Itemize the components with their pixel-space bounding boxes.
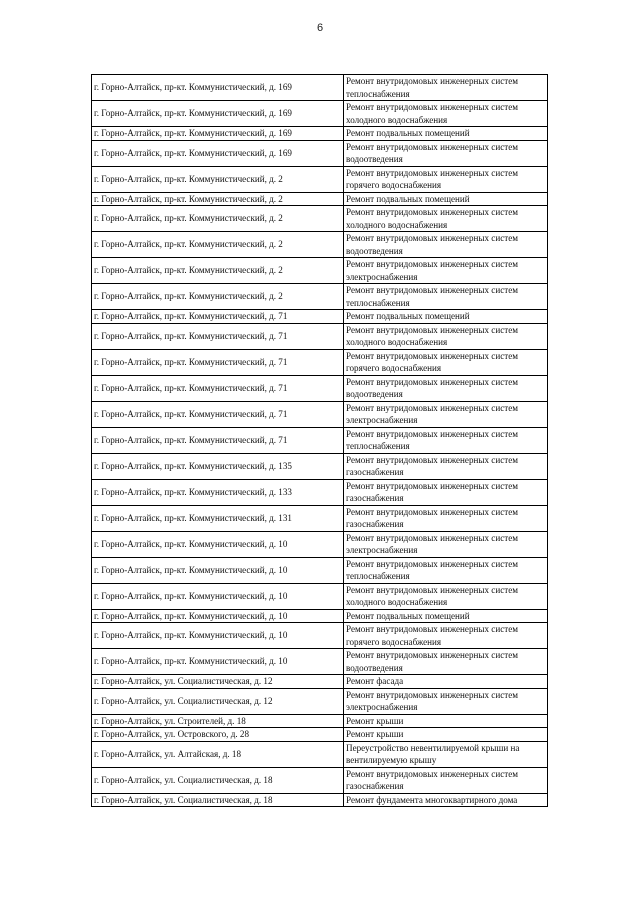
address-cell: г. Горно-Алтайск, ул. Строителей, д. 18	[92, 714, 344, 728]
address-cell: г. Горно-Алтайск, пр-кт. Коммунистический, д. 10	[92, 609, 344, 623]
work-type-cell: Ремонт подвальных помещений	[344, 310, 548, 324]
work-type-cell: Ремонт внутридомовых инженерных систем горячего водоснабжения	[344, 166, 548, 192]
work-type-cell: Ремонт подвальных помещений	[344, 127, 548, 141]
address-cell: г. Горно-Алтайск, пр-кт. Коммунистический, д. 169	[92, 127, 344, 141]
work-type-cell: Ремонт внутридомовых инженерных систем водоотведения	[344, 140, 548, 166]
address-cell: г. Горно-Алтайск, ул. Социалистическая, д. 18	[92, 767, 344, 793]
table-row	[92, 192, 548, 206]
work-type-cell: Ремонт внутридомовых инженерных систем теплоснабжения	[344, 557, 548, 583]
table-row	[92, 140, 548, 166]
address-cell: г. Горно-Алтайск, пр-кт. Коммунистический, д. 10	[92, 531, 344, 557]
table-row	[92, 583, 548, 609]
work-type-cell: Ремонт внутридомовых инженерных систем газоснабжения	[344, 479, 548, 505]
address-cell: г. Горно-Алтайск, пр-кт. Коммунистический, д. 2	[92, 166, 344, 192]
work-type-cell: Переустройство невентилируемой крыши на вентилируемую крышу	[344, 741, 548, 767]
address-cell: г. Горно-Алтайск, пр-кт. Коммунистический, д. 71	[92, 323, 344, 349]
address-cell: г. Горно-Алтайск, пр-кт. Коммунистический, д. 71	[92, 349, 344, 375]
work-type-cell: Ремонт внутридомовых инженерных систем теплоснабжения	[344, 427, 548, 453]
work-type-cell: Ремонт внутридомовых инженерных систем холодного водоснабжения	[344, 206, 548, 232]
address-cell: г. Горно-Алтайск, пр-кт. Коммунистический, д. 10	[92, 649, 344, 675]
address-cell: г. Горно-Алтайск, пр-кт. Коммунистический, д. 2	[92, 258, 344, 284]
table-row	[92, 75, 548, 101]
table-row	[92, 427, 548, 453]
work-type-cell: Ремонт внутридомовых инженерных систем холодного водоснабжения	[344, 101, 548, 127]
table-row	[92, 284, 548, 310]
address-cell: г. Горно-Алтайск, ул. Социалистическая, д. 18	[92, 793, 344, 807]
page-number: 6	[316, 22, 324, 34]
work-type-cell: Ремонт внутридомовых инженерных систем электроснабжения	[344, 531, 548, 557]
work-type-cell: Ремонт подвальных помещений	[344, 609, 548, 623]
table-row	[92, 258, 548, 284]
table-row	[92, 453, 548, 479]
table-row	[92, 323, 548, 349]
work-type-cell: Ремонт внутридомовых инженерных систем электроснабжения	[344, 258, 548, 284]
works-table	[91, 74, 548, 807]
work-type-cell: Ремонт внутридомовых инженерных систем водоотведения	[344, 232, 548, 258]
table-row	[92, 688, 548, 714]
table-row	[92, 741, 548, 767]
address-cell: г. Горно-Алтайск, пр-кт. Коммунистический, д. 10	[92, 623, 344, 649]
work-type-cell: Ремонт внутридомовых инженерных систем теплоснабжения	[344, 284, 548, 310]
table-row	[92, 793, 548, 807]
table-row	[92, 166, 548, 192]
table-row	[92, 505, 548, 531]
address-cell: г. Горно-Алтайск, пр-кт. Коммунистический, д. 2	[92, 192, 344, 206]
work-type-cell: Ремонт внутридомовых инженерных систем горячего водоснабжения	[344, 623, 548, 649]
table-row	[92, 127, 548, 141]
work-type-cell: Ремонт крыши	[344, 728, 548, 742]
table-row	[92, 401, 548, 427]
table-row	[92, 531, 548, 557]
work-type-cell: Ремонт фасада	[344, 675, 548, 689]
work-type-cell: Ремонт внутридомовых инженерных систем теплоснабжения	[344, 75, 548, 101]
work-type-cell: Ремонт подвальных помещений	[344, 192, 548, 206]
address-cell: г. Горно-Алтайск, ул. Социалистическая, д. 12	[92, 675, 344, 689]
address-cell: г. Горно-Алтайск, пр-кт. Коммунистический, д. 2	[92, 206, 344, 232]
work-type-cell: Ремонт фундамента многоквартирного дома	[344, 793, 548, 807]
work-type-cell: Ремонт внутридомовых инженерных систем газоснабжения	[344, 505, 548, 531]
table-row	[92, 623, 548, 649]
address-cell: г. Горно-Алтайск, ул. Островского, д. 28	[92, 728, 344, 742]
work-type-cell: Ремонт внутридомовых инженерных систем электроснабжения	[344, 688, 548, 714]
address-cell: г. Горно-Алтайск, пр-кт. Коммунистический, д. 71	[92, 375, 344, 401]
work-type-cell: Ремонт внутридомовых инженерных систем газоснабжения	[344, 767, 548, 793]
address-cell: г. Горно-Алтайск, пр-кт. Коммунистический, д. 169	[92, 101, 344, 127]
work-type-cell: Ремонт внутридомовых инженерных систем холодного водоснабжения	[344, 323, 548, 349]
address-cell: г. Горно-Алтайск, пр-кт. Коммунистический, д. 71	[92, 310, 344, 324]
work-type-cell: Ремонт внутридомовых инженерных систем газоснабжения	[344, 453, 548, 479]
table-row	[92, 557, 548, 583]
table-row	[92, 479, 548, 505]
table-row	[92, 375, 548, 401]
address-cell: г. Горно-Алтайск, пр-кт. Коммунистический, д. 2	[92, 232, 344, 258]
table-row	[92, 349, 548, 375]
address-cell: г. Горно-Алтайск, пр-кт. Коммунистический, д. 71	[92, 401, 344, 427]
work-type-cell: Ремонт внутридомовых инженерных систем холодного водоснабжения	[344, 583, 548, 609]
table-row	[92, 675, 548, 689]
address-cell: г. Горно-Алтайск, пр-кт. Коммунистический, д. 10	[92, 557, 344, 583]
table-row	[92, 206, 548, 232]
table-row	[92, 649, 548, 675]
work-type-cell: Ремонт внутридомовых инженерных систем водоотведения	[344, 375, 548, 401]
address-cell: г. Горно-Алтайск, пр-кт. Коммунистический, д. 169	[92, 75, 344, 101]
work-type-cell: Ремонт внутридомовых инженерных систем горячего водоснабжения	[344, 349, 548, 375]
address-cell: г. Горно-Алтайск, пр-кт. Коммунистический, д. 131	[92, 505, 344, 531]
address-cell: г. Горно-Алтайск, ул. Алтайская, д. 18	[92, 741, 344, 767]
table-row	[92, 767, 548, 793]
address-cell: г. Горно-Алтайск, пр-кт. Коммунистический, д. 135	[92, 453, 344, 479]
table-row	[92, 232, 548, 258]
address-cell: г. Горно-Алтайск, пр-кт. Коммунистический, д. 71	[92, 427, 344, 453]
address-cell: г. Горно-Алтайск, ул. Социалистическая, д. 12	[92, 688, 344, 714]
table-row	[92, 609, 548, 623]
work-type-cell: Ремонт внутридомовых инженерных систем водоотведения	[344, 649, 548, 675]
table-row	[92, 101, 548, 127]
table-row	[92, 714, 548, 728]
work-type-cell: Ремонт внутридомовых инженерных систем электроснабжения	[344, 401, 548, 427]
address-cell: г. Горно-Алтайск, пр-кт. Коммунистический, д. 133	[92, 479, 344, 505]
works-table-body	[92, 75, 548, 807]
address-cell: г. Горно-Алтайск, пр-кт. Коммунистический, д. 169	[92, 140, 344, 166]
address-cell: г. Горно-Алтайск, пр-кт. Коммунистический, д. 10	[92, 583, 344, 609]
address-cell: г. Горно-Алтайск, пр-кт. Коммунистический, д. 2	[92, 284, 344, 310]
table-row	[92, 728, 548, 742]
table-row	[92, 310, 548, 324]
work-type-cell: Ремонт крыши	[344, 714, 548, 728]
